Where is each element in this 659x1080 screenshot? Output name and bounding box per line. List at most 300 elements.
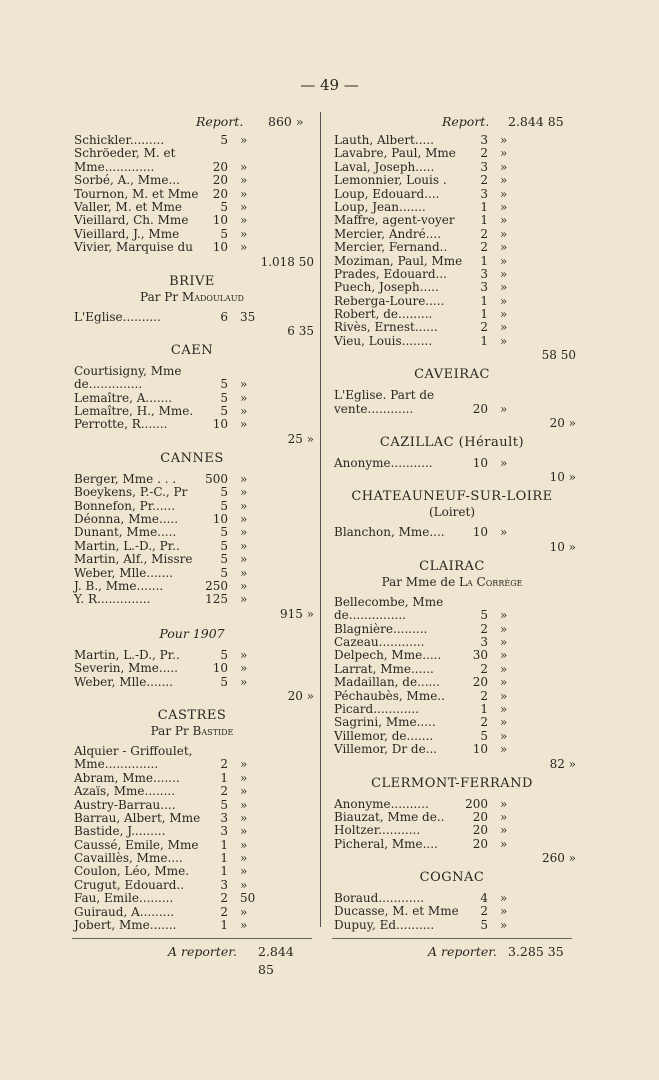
list-item [72,799,312,812]
donation-cents: » [240,552,248,567]
donor-name: Blanchon, Mme.... [334,525,445,540]
donor-list [332,134,572,348]
city-subheading: (Loiret) [428,505,476,520]
list-item [332,636,572,649]
donor-name: Cazeau............ [334,634,425,649]
list-item [332,268,572,281]
list-item [332,811,572,824]
donor-list [72,745,312,932]
donor-list [72,473,312,607]
collector-prefix: Par Pr [150,723,189,738]
donation-cents: » [240,213,248,228]
donor-name: Tournon, M. et Mme [74,186,199,201]
list-item [332,228,572,241]
left-column [72,114,314,978]
report-header [72,114,312,134]
right-column [332,114,576,961]
donor-name: Mme............. [74,159,155,174]
donor-name: Caussé, Emile, Mme [74,837,199,852]
city-heading: CAZILLAC (Hérault) [379,435,525,451]
donor-list [72,134,312,255]
donor-list [72,649,312,689]
donation-amount: 2 [220,891,228,906]
list-item [332,905,572,918]
donation-amount: 2 [480,621,488,636]
donor-name: Valler, M. et Mme [74,199,182,214]
donation-amount: 3 [220,877,228,892]
donor-name: Vieillard, Ch. Mme [74,213,189,228]
carry-label: A reporter. [428,944,497,960]
list-item [72,906,312,919]
donation-cents: » [500,648,508,663]
subtotal-amount: 82 » [549,756,576,771]
donation-cents: » [500,796,508,811]
donation-amount: 2 [480,146,488,161]
donation-amount: 6 [220,309,228,324]
list-item [72,676,312,689]
donation-amount: 10 [212,417,228,432]
donor-name: Mercier, Fernand.. [334,240,448,255]
donation-amount: 3 [480,266,488,281]
donor-name: Dupuy, Ed.......... [334,917,435,932]
list-item [332,201,572,214]
donor-name: vente............ [334,401,414,416]
donation-amount: 2 [220,784,228,799]
donation-amount: 1 [220,864,228,879]
donor-name: Biauzat, Mme de.. [334,809,445,824]
list-item [332,188,572,201]
donation-cents: » [500,186,508,201]
donation-amount: 1 [480,701,488,716]
list-item [332,174,572,187]
donation-amount: 2 [480,173,488,188]
subtotal [332,851,576,866]
donation-amount: 5 [220,552,228,567]
donor-list [72,365,312,432]
collector-name: Bastide [192,723,234,738]
donation-cents: » [240,674,248,689]
donor-name: Sagrini, Mme..... [334,715,436,730]
donor-list [72,311,312,324]
donor-name: Vieillard, J., Mme [74,226,180,241]
donation-cents: » [240,647,248,662]
donation-cents: » [240,592,248,607]
list-item [72,772,312,785]
donation-amount: 2 [480,904,488,919]
donation-cents: » [240,770,248,785]
list-item [332,919,572,932]
collector-name: Madoulaud [181,289,244,304]
donation-cents: » [240,377,248,392]
donation-amount: 2 [480,688,488,703]
donation-amount: 10 [472,742,488,757]
city-heading: CAEN [170,342,214,358]
list-item [332,690,572,703]
list-item [332,214,572,227]
list-item [72,593,312,606]
list-item [72,311,312,324]
list-item [72,201,312,214]
donor-name: Weber, Mlle....... [74,674,174,689]
list-item [72,473,312,486]
donor-name: Martin, L.-D., Pr.. [74,647,180,662]
list-item [332,281,572,294]
donation-amount: 5 [220,390,228,405]
donor-name: Ducasse, M. et Mme [334,904,459,919]
donor-name: Berger, Mme . . . [74,471,177,486]
list-item [332,403,572,416]
donation-amount: 2 [220,757,228,772]
donor-name: Anonyme........... [334,456,433,471]
donation-cents: » [500,293,508,308]
donation-cents: » [500,253,508,268]
donor-name: Loup, Jean....... [334,199,426,214]
carry-amount: 2.844 85 [258,944,294,978]
report-label: Report. [442,114,490,129]
donor-name: Anonyme.......... [334,796,429,811]
donor-name: Alquier - Griffoulet, [74,743,193,758]
donation-amount: 10 [472,456,488,471]
donor-name: Villemor, de....... [334,728,434,743]
list-item [72,405,312,418]
city-heading: COGNAC [419,870,485,886]
list-item [332,389,572,402]
donation-cents: » [240,565,248,580]
donation-cents: » [240,864,248,879]
donor-name: Austry-Barrau.... [74,797,176,812]
list-item [72,392,312,405]
donor-name: Reberga-Loure..... [334,293,445,308]
donor-list [332,526,572,539]
list-item [332,147,572,160]
donor-name: Sorbé, A., Mme... [74,173,180,188]
donor-list [332,389,572,416]
subtotal [332,756,576,771]
donor-name: Martin, L.-D., Pr.. [74,538,180,553]
donation-cents: » [500,904,508,919]
donor-name: Abram, Mme....... [74,770,180,785]
donation-cents: » [240,390,248,405]
report-amount: 2.844 85 [508,114,564,129]
donation-cents: » [240,159,248,174]
list-item [332,609,572,622]
donor-name: de............... [334,608,406,623]
donation-cents: » [500,199,508,214]
subtotal [72,689,312,703]
donation-cents: » [240,661,248,676]
donation-amount: 3 [220,810,228,825]
donor-name: Bastide, J......... [74,824,166,839]
subtotal [72,607,312,621]
column-divider [320,112,321,927]
donation-cents: » [500,333,508,348]
list-item [72,662,312,675]
list-item [72,649,312,662]
subtotal [332,348,576,363]
city-heading: CLAIRAC [419,558,485,574]
donor-name: de.............. [74,377,143,392]
donation-amount: 5 [220,485,228,500]
donation-cents: » [240,877,248,892]
collector-prefix: Par Pr [140,289,179,304]
list-item [72,553,312,566]
donation-amount: 1 [480,253,488,268]
donor-list [332,596,572,757]
donation-amount: 5 [220,674,228,689]
donation-cents: » [240,199,248,214]
donor-name: Puech, Joseph..... [334,280,439,295]
subtotal-amount: 10 » [549,470,576,485]
subtotal-amount: 10 » [549,539,576,554]
donation-amount: 5 [220,377,228,392]
donation-amount: 5 [220,133,228,147]
donation-amount: 3 [480,634,488,649]
donor-name: Fau, Emile......... [74,891,174,906]
donor-name: Larrat, Mme...... [334,661,434,676]
donation-amount: 5 [480,728,488,743]
subtotal [72,324,312,338]
donation-cents: » [500,307,508,322]
donation-amount: 250 [205,578,228,593]
list-item [332,295,572,308]
donation-amount: 30 [472,648,488,663]
carry-forward [72,943,312,978]
collector-line [72,290,312,305]
donation-amount: 2 [480,240,488,255]
donation-cents: » [240,485,248,500]
donor-list [332,892,572,932]
donor-name: Lauth, Albert..... [334,133,434,147]
donation-cents: » [500,213,508,228]
list-item [72,839,312,852]
donor-name: Moziman, Paul, Mme [334,253,463,268]
donation-cents: » [500,621,508,636]
donation-amount: 10 [212,240,228,255]
donation-cents: » [240,784,248,799]
donation-cents: » [500,715,508,730]
donor-name: Perrotte, R....... [74,417,168,432]
donor-name: Severin, Mme..... [74,661,178,676]
rule [332,938,572,939]
subtotal [332,470,576,485]
donor-name: Picard............ [334,701,419,716]
donor-name: Prades, Edouard... [334,266,447,281]
donation-cents: » [240,417,248,432]
donation-cents: » [500,917,508,932]
list-item [72,812,312,825]
donor-name: Cavaillès, Mme.... [74,851,183,866]
donor-name: Crugut, Edouard.. [74,877,185,892]
donation-cents: » [500,742,508,757]
donation-amount: 20 [472,809,488,824]
donor-name: Schröeder, M. et [74,146,176,161]
donation-cents: 50 [240,891,256,906]
list-item [72,540,312,553]
list-item [72,567,312,580]
donation-amount: 3 [480,280,488,295]
donation-amount: 5 [480,608,488,623]
donor-name: Vieu, Louis........ [334,333,433,348]
donation-cents: » [240,512,248,527]
donation-cents: » [500,728,508,743]
list-item [72,825,312,838]
list-item [72,745,312,758]
list-item [72,500,312,513]
donation-amount: 1 [220,851,228,866]
list-item [72,174,312,187]
donor-name: Martin, Alf., Missre [74,552,193,567]
donation-cents: » [240,471,248,486]
collector-name: La Corrège [459,574,523,589]
list-item [72,865,312,878]
city-heading: CASTRES [157,707,227,723]
donation-amount: 1 [480,293,488,308]
donor-name: Robert, de......... [334,307,433,322]
donor-name: Lemaître, H., Mme. [74,404,194,419]
list-item [72,228,312,241]
donation-cents: » [240,810,248,825]
donation-amount: 125 [205,592,228,607]
list-item [72,879,312,892]
donor-name: L'Eglise.......... [74,309,161,324]
donor-name: Jobert, Mme....... [74,918,177,933]
donor-name: Boraud............ [334,891,425,906]
list-item [332,649,572,662]
donation-amount: 20 [472,823,488,838]
donation-amount: 5 [220,498,228,513]
page-number: — 49 — [300,76,359,94]
donor-name: Vivier, Marquise du [74,240,193,255]
donor-name: Coulon, Léo, Mme. [74,864,190,879]
donation-cents: » [500,688,508,703]
donation-cents: » [500,159,508,174]
donation-amount: 1 [480,307,488,322]
donation-cents: » [500,280,508,295]
donation-amount: 2 [480,715,488,730]
list-item [72,526,312,539]
donation-cents: 35 [240,309,256,324]
donation-cents: » [500,401,508,416]
donation-cents: » [240,226,248,241]
donation-cents: » [240,824,248,839]
list-item [72,580,312,593]
donation-cents: » [240,498,248,513]
donation-amount: 10 [212,661,228,676]
donation-amount: 3 [480,133,488,147]
donation-cents: » [500,146,508,161]
list-item [332,824,572,837]
subtotal [332,416,576,431]
donor-name: Péchaubès, Mme.. [334,688,445,703]
donation-amount: 1 [220,837,228,852]
list-item [72,513,312,526]
donation-cents: » [240,904,248,919]
carry-label: A reporter. [168,944,237,960]
collector-line [332,575,572,590]
donation-cents: » [240,918,248,933]
city-heading: BRIVE [169,273,215,289]
report-label: Report. [196,114,244,129]
list-item [72,214,312,227]
donor-name: Boeykens, P.-C., Pr [74,485,188,500]
donation-cents: » [500,525,508,540]
subtotal-amount: 25 » [287,431,314,446]
list-item [72,418,312,431]
donation-amount: 10 [472,525,488,540]
donation-amount: 3 [480,159,488,174]
list-item [332,730,572,743]
list-item [332,526,572,539]
donation-cents: » [240,757,248,772]
donation-cents: » [500,266,508,281]
donation-cents: » [500,661,508,676]
donor-name: Bonnefon, Pr...... [74,498,176,513]
list-item [72,188,312,201]
donation-cents: » [240,240,248,255]
donation-cents: » [500,809,508,824]
list-item [332,838,572,851]
donation-cents: » [240,538,248,553]
carry-amount: 3.285 35 [508,944,564,960]
donation-amount: 1 [220,918,228,933]
donor-name: Laval, Joseph..... [334,159,435,174]
city-heading: CAVEIRAC [414,367,490,383]
donor-name: Lemonnier, Louis . [334,173,447,188]
list-item [332,798,572,811]
donor-name: Weber, Mlle....... [74,565,174,580]
donation-amount: 5 [220,647,228,662]
donation-cents: » [240,186,248,201]
list-item [332,663,572,676]
rule [72,938,312,939]
list-item [332,241,572,254]
subtotal-amount: 58 50 [541,348,576,363]
list-item [332,457,572,470]
donor-name: Y. R.............. [74,592,151,607]
list-item [72,785,312,798]
donor-name: Dunant, Mme..... [74,525,177,540]
donation-cents: » [500,608,508,623]
donor-name: Mme.............. [74,757,159,772]
donor-name: Déonna, Mme..... [74,512,179,527]
list-item [72,161,312,174]
donation-cents: » [240,525,248,540]
donation-amount: 5 [220,565,228,580]
list-item [332,716,572,729]
donation-amount: 20 [212,173,228,188]
donor-name: Loup, Edouard.... [334,186,440,201]
donation-cents: » [500,836,508,851]
donor-list [332,798,572,852]
list-item [332,308,572,321]
donation-amount: 20 [212,159,228,174]
donation-cents: » [500,133,508,147]
donation-cents: » [240,578,248,593]
donation-amount: 5 [220,199,228,214]
donation-amount: 2 [480,661,488,676]
subtotal-amount: 915 » [279,606,314,621]
list-item [332,255,572,268]
report-header [332,114,572,134]
donation-amount: 1 [480,199,488,214]
subtotal-amount: 20 » [287,688,314,703]
list-item [332,161,572,174]
list-item [72,134,312,147]
list-item [332,134,572,147]
donor-name: Courtisigny, Mme [74,363,182,378]
donor-name: Guiraud, A......... [74,904,175,919]
donation-amount: 2 [480,226,488,241]
